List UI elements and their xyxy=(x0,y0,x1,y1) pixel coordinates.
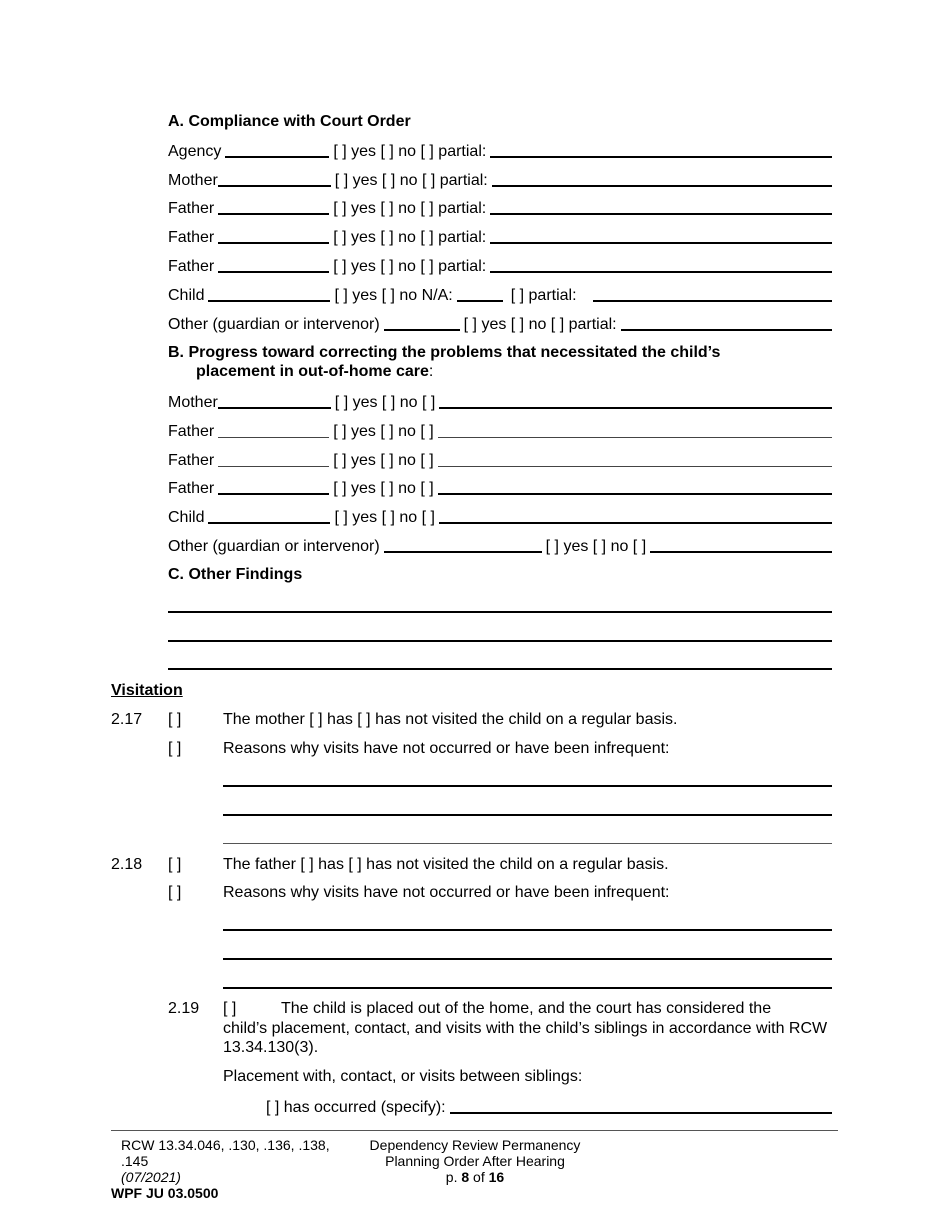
yes-no-partial-options[interactable]: [ ] yes [ ] no [ ] partial: xyxy=(463,316,617,333)
sibling-consideration-text-rest: child’s placement, contact, and visits with the child’s siblings in accordance with RCW 13.34.130(3). xyxy=(223,1020,828,1056)
yes-no-options[interactable]: [ ] yes [ ] no [ ] xyxy=(334,509,435,526)
checkbox-2-18[interactable]: [ ] xyxy=(168,856,182,873)
footer-left xyxy=(121,1137,330,1185)
progress-row-father-3 xyxy=(168,478,832,498)
row-label: Father xyxy=(168,229,215,246)
page-of: of xyxy=(469,1169,489,1185)
item-number-2-19: 2.19 xyxy=(168,1000,200,1017)
sibling-occurred-row xyxy=(266,1097,832,1117)
footer-title-line1: Dependency Review Permanency xyxy=(369,1137,581,1153)
yes-no-options[interactable]: [ ] yes [ ] no [ ] xyxy=(333,480,434,497)
footer-rcw-line1: RCW 13.34.046, .130, .136, .138, xyxy=(121,1137,330,1153)
row-label: Father xyxy=(168,423,215,440)
partial-blank[interactable] xyxy=(593,300,832,302)
row-label: Father xyxy=(168,452,215,469)
compliance-row-other xyxy=(168,314,832,334)
yes-no-partial-options[interactable]: [ ] yes [ ] no [ ] partial: xyxy=(333,258,487,275)
row-label: Mother xyxy=(168,394,218,411)
yes-no-options[interactable]: [ ] yes [ ] no [ ] xyxy=(334,394,436,411)
sibling-consideration-text-line1: The child is placed out of the home, and the court has considered the xyxy=(281,1000,772,1017)
yes-no-na-options[interactable]: [ ] yes [ ] no N/A: xyxy=(334,287,453,304)
compliance-row-father-2 xyxy=(168,227,832,247)
footer-page-number xyxy=(345,1169,605,1185)
father-reasons-line-2[interactable] xyxy=(223,958,832,960)
row-label: Father xyxy=(168,258,215,275)
checkbox-2-19[interactable]: [ ] xyxy=(223,1000,237,1017)
explanation-blank[interactable] xyxy=(439,407,832,409)
partial-option[interactable]: [ ] partial: xyxy=(510,287,577,304)
footer-date: (07/2021) xyxy=(121,1169,181,1185)
name-blank[interactable] xyxy=(218,493,329,495)
section-b-title-line1: B. Progress toward correcting the problems that necessitated the child’s xyxy=(168,344,721,361)
partial-blank[interactable] xyxy=(490,213,832,215)
row-label: Father xyxy=(168,200,215,217)
progress-row-father-2 xyxy=(168,450,832,470)
explanation-blank[interactable] xyxy=(438,437,832,438)
mother-reasons-line-3[interactable] xyxy=(223,843,832,844)
name-blank[interactable] xyxy=(384,329,460,331)
progress-row-other xyxy=(168,536,832,556)
visitation-heading: Visitation xyxy=(111,682,183,699)
father-reasons-line-3[interactable] xyxy=(223,987,832,989)
father-reasons-line-1[interactable] xyxy=(223,929,832,931)
explanation-blank[interactable] xyxy=(439,522,832,524)
yes-no-options[interactable]: [ ] yes [ ] no [ ] xyxy=(333,452,434,469)
row-label: Agency xyxy=(168,143,222,160)
footer-form-id: WPF JU 03.0500 xyxy=(111,1185,219,1201)
compliance-row-agency xyxy=(168,141,832,161)
footer-rcw-line2: .145 xyxy=(121,1153,149,1169)
section-a-title: A. Compliance with Court Order xyxy=(168,113,411,130)
compliance-row-mother xyxy=(168,170,832,190)
father-visit-text: The father [ ] has [ ] has not visited the child on a regular basis. xyxy=(223,856,669,873)
row-label: Other (guardian or intervenor) xyxy=(168,538,380,555)
section-c-title: C. Other Findings xyxy=(168,566,303,583)
progress-row-mother xyxy=(168,392,832,412)
row-label: Other (guardian or intervenor) xyxy=(168,316,380,333)
compliance-row-father-3 xyxy=(168,256,832,276)
name-blank[interactable] xyxy=(208,522,330,524)
yes-no-partial-options[interactable]: [ ] yes [ ] no [ ] partial: xyxy=(333,143,487,160)
other-findings-line-3[interactable] xyxy=(168,668,832,670)
yes-no-partial-options[interactable]: [ ] yes [ ] no [ ] partial: xyxy=(333,229,487,246)
mother-reasons-line-2[interactable] xyxy=(223,814,832,816)
progress-row-child xyxy=(168,507,832,527)
section-b-title-colon: : xyxy=(428,363,434,380)
row-label: Mother xyxy=(168,172,218,189)
row-label: Child xyxy=(168,509,205,526)
compliance-row-child xyxy=(168,285,832,305)
sibling-occurred-option[interactable]: [ ] has occurred (specify): xyxy=(266,1099,446,1116)
checkbox-2-17-reasons[interactable]: [ ] xyxy=(168,740,182,757)
footer-title-line2: Planning Order After Hearing xyxy=(385,1153,565,1169)
na-blank[interactable] xyxy=(457,300,503,302)
section-b-title-line2 xyxy=(196,363,433,381)
item-number-2-18: 2.18 xyxy=(111,856,143,873)
partial-blank[interactable] xyxy=(490,242,832,244)
explanation-blank[interactable] xyxy=(650,551,832,553)
row-label: Father xyxy=(168,480,215,497)
partial-blank[interactable] xyxy=(492,185,832,187)
explanation-blank[interactable] xyxy=(438,466,832,467)
yes-no-options[interactable]: [ ] yes [ ] no [ ] xyxy=(545,538,647,555)
mother-reasons-text: Reasons why visits have not occurred or have been infrequent: xyxy=(223,740,670,757)
page-total: 16 xyxy=(488,1169,505,1185)
mother-reasons-line-1[interactable] xyxy=(223,785,832,787)
yes-no-partial-options[interactable]: [ ] yes [ ] no [ ] partial: xyxy=(334,172,488,189)
partial-blank[interactable] xyxy=(490,271,832,273)
page-current: 8 xyxy=(461,1169,470,1185)
checkbox-2-18-reasons[interactable]: [ ] xyxy=(168,884,182,901)
progress-row-father-1 xyxy=(168,421,832,441)
sibling-occurred-blank[interactable] xyxy=(450,1112,832,1114)
row-label: Child xyxy=(168,287,205,304)
yes-no-partial-options[interactable]: [ ] yes [ ] no [ ] partial: xyxy=(333,200,487,217)
name-blank[interactable] xyxy=(218,185,331,187)
name-blank[interactable] xyxy=(208,300,330,302)
footer-center xyxy=(345,1137,605,1185)
section-b-title-bold: placement in out-of-home care xyxy=(196,363,429,380)
name-blank[interactable] xyxy=(218,407,331,409)
compliance-row-father-1 xyxy=(168,198,832,218)
name-blank[interactable] xyxy=(384,551,542,553)
explanation-blank[interactable] xyxy=(438,493,832,495)
other-findings-line-2[interactable] xyxy=(168,640,832,642)
name-blank[interactable] xyxy=(218,213,329,215)
mother-visit-text: The mother [ ] has [ ] has not visited the child on a regular basis. xyxy=(223,711,678,728)
item-number-2-17: 2.17 xyxy=(111,711,143,728)
other-findings-line-1[interactable] xyxy=(168,611,832,613)
name-blank[interactable] xyxy=(218,271,329,273)
partial-blank[interactable] xyxy=(621,329,832,331)
name-blank[interactable] xyxy=(218,242,329,244)
footer-divider xyxy=(111,1130,838,1131)
name-blank[interactable] xyxy=(218,437,329,438)
sibling-placement-text: Placement with, contact, or visits between siblings: xyxy=(223,1068,583,1085)
page-prefix: p. xyxy=(445,1169,462,1185)
yes-no-options[interactable]: [ ] yes [ ] no [ ] xyxy=(333,423,434,440)
name-blank[interactable] xyxy=(225,156,329,158)
father-reasons-text: Reasons why visits have not occurred or have been infrequent: xyxy=(223,884,670,901)
name-blank[interactable] xyxy=(218,466,329,467)
partial-blank[interactable] xyxy=(490,156,832,158)
checkbox-2-17[interactable]: [ ] xyxy=(168,711,182,728)
